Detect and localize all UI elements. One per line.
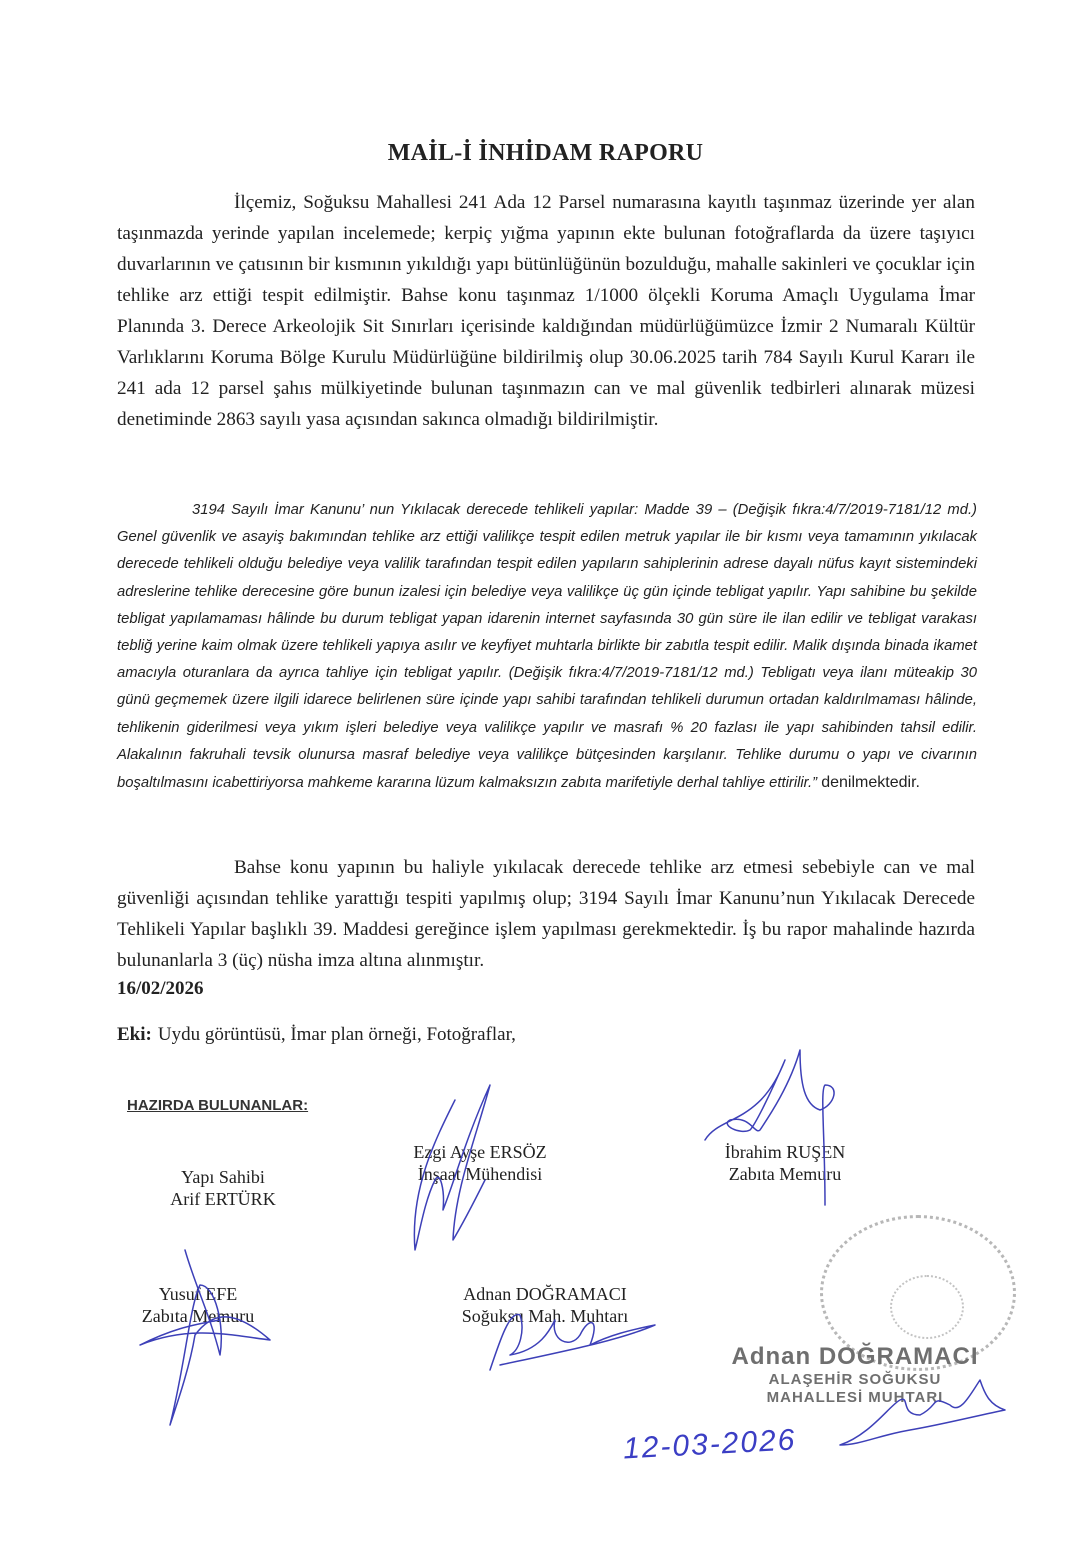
law-quote xyxy=(117,497,977,797)
signatory-name: Adnan DOĞRAMACI xyxy=(463,1284,627,1304)
attachments-label: Eki: xyxy=(117,1024,152,1045)
signatory-name: Ezgi Ayşe ERSÖZ xyxy=(413,1142,547,1162)
page-title: MAİL-İ İNHİDAM RAPORU xyxy=(387,140,704,166)
signature-stamp-icon xyxy=(830,1375,1010,1455)
signatory-role: İnşaat Mühendisi xyxy=(417,1164,543,1184)
attachments-line xyxy=(117,1024,516,1046)
stamp-line-1: Adnan DOĞRAMACI xyxy=(731,1343,979,1370)
paragraph-findings-text: İlçemiz, Soğuksu Mahallesi 241 Ada 12 Parsel numarasına kayıtlı taşınmaz üzerinde yer alan taşınmazda yerinde yapılan incelemede; kerpiç yığma yapının ekte bulunan fotoğraflarda da üzere taşıyıcı duvarlarının ve çatısının bir kısmının yıkıldığı yapı bütünlüğünün bozulduğu, mahalle sakinleri ve çocuklar için tehlike arz ettiği tespit edilmiştir. Bahse konu taşınmaz 1/1000 ölçekli Koruma Amaçlı Uygulama İmar Planında 3. Derece Arkeolojik Sit Sınırları içerisinde kaldığından müdürlüğümüzce İzmir 2 Numaralı Kültür Varlıklarını Koruma Bölge Kurulu Müdürlüğüne bildirilmiş olup 30.06.2025 tarih 784 Sayılı Kurul Kararı ile 241 ada 12 parsel şahıs mülkiyetinde bulunan taşınmazın can ve mal güvenlik tedbirleri alınarak müzesi denetiminde 2863 sayılı yasa açısından sakınca olmadığı bildirilmiştir. xyxy=(117,192,975,430)
law-quote-tail: denilmektedir. xyxy=(821,774,920,792)
signature-officer-1-icon xyxy=(700,1045,830,1205)
paragraph-findings xyxy=(117,187,975,435)
signatory-role: Soğuksu Mah. Muhtarı xyxy=(461,1306,629,1326)
report-date: 16/02/2026 xyxy=(117,978,204,999)
paragraph-conclusion-text: Bahse konu yapının bu haliyle yıkılacak derecede tehlike arz etmesi sebebiyle can ve mal güvenliği açısından tehlike yarattığı tespiti yapılmış olup; 3194 Sayılı İmar Kanunu’nun Yıkılacak Derecede Tehlikeli Yapılar başlıklı 39. Maddesi gereğince işlem yapılması gerekmektedir. İş bu rapor mahalinde hazırda bulunanlarla 3 (üç) nüsha imza altına alınmıştır. xyxy=(117,857,975,971)
signatory-role: Zabıta Memuru xyxy=(728,1164,842,1184)
signatory-owner xyxy=(148,1166,298,1210)
present-heading: HAZIRDA BULUNANLAR: xyxy=(127,1097,309,1114)
stamp-line-2: ALAŞEHİR SOĞUKSU xyxy=(768,1371,942,1388)
attachments-list: Uydu görüntüsü, İmar plan örneği, Fotoğraflar, xyxy=(157,1024,516,1045)
signatory-name: Yusuf EFE xyxy=(158,1284,238,1304)
signatory-name: Arif ERTÜRK xyxy=(170,1189,276,1209)
law-quote-text: 3194 Sayılı İmar Kanunu’ nun Yıkılacak derecede tehlikeli yapılar: Madde 39 – (Değişik fıkra:4/7/2019-7181/12 md.) Genel güvenlik ve asayiş bakımından tehlike arz ettiği valilikçe tespit edilen metruk yapılar ile bir kısmı veya tamamının yıkılacak derecede tehlikeli olduğu belediye veya valilik tarafından tespit edilen yapıların sahiplerinin adrese dayalı nüfus kayıt sistemindeki adreslerine tehlike derecesine göre bunun izalesi için belediye veya valilikçe üç gün içinde tebligat yapılır. Yapı sahibine bu şekilde tebligat yapılamaması hâlinde bu durum tebligat yapan idarenin internet sayfasında 30 gün süre ile ilan edilir ve tebligat varakası tebliğ yerine kaim olmak üzere tehlikeli yapıya asılır ve keyfiyet muhtarla birlikte bir zabıtla tespit edilir. Malik dışında binada ikamet amacıyla oturanlara da ayrıca tahliye için tebligat yapılır. (Değişik fıkra:4/7/2019-7181/12 md.) Tebligatı veya ilanı müteakip 30 günü geçmemek üzere ilgili idarece belirlenen süre içinde yapı sahibi tarafından tehlikeli durumun ortadan kaldırılmaması hâlinde, tehlikenin giderilmesi veya yıkım işleri belediye veya valilikçe yapılır ve masrafı % 20 fazlası ile yapı sahibinden tahsil edilir. Alakalının fakruhali tevsik olunursa masraf belediye veya valilikçe bütçesinden karşılanır. Tehlike durumu o yapı ve civarının boşaltılmasını icabettiriyorsa mahkeme kararına lüzum kalmaksızın zabıta marifetiyle derhal tahliye ettirilir.” xyxy=(117,502,977,792)
signature-engineer-icon xyxy=(395,1080,515,1260)
signatory-name: İbrahim RUŞEN xyxy=(724,1142,846,1162)
signatory-role: Yapı Sahibi xyxy=(181,1167,265,1187)
handwritten-date: 12-03-2026 xyxy=(622,1423,798,1466)
official-stamp-center xyxy=(890,1275,964,1339)
signature-headman-icon xyxy=(480,1300,660,1380)
signatory-role: Zabıta Memuru xyxy=(141,1306,255,1326)
paragraph-conclusion xyxy=(117,852,975,976)
stamp-line-3: MAHALLESİ MUHTARI xyxy=(766,1389,944,1406)
signature-officer-2-icon xyxy=(130,1245,280,1435)
